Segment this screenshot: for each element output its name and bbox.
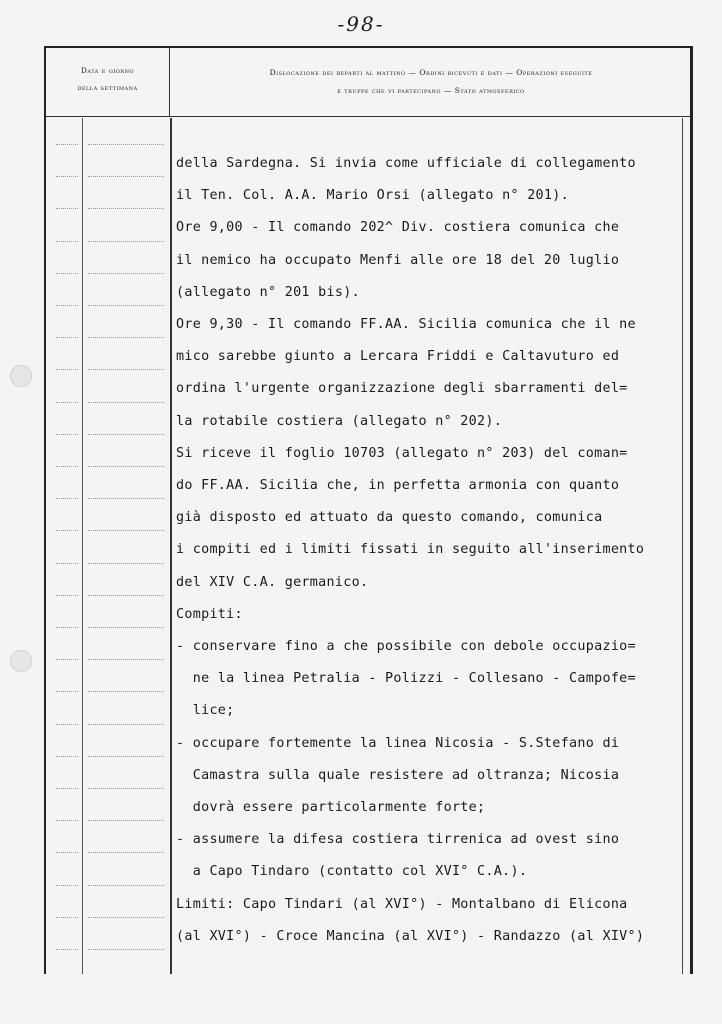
dotted-rule xyxy=(56,885,78,886)
text-line: (allegato n° 201 bis). xyxy=(176,284,360,300)
text-line: mico sarebbe giunto a Lercara Friddi e Caltavuturo ed xyxy=(176,349,620,365)
text-line: Ore 9,00 - Il comando 202^ Div. costiera comunica che xyxy=(176,220,620,236)
date-column-header xyxy=(46,48,170,116)
dotted-rule xyxy=(56,563,78,564)
dotted-rule xyxy=(56,144,78,145)
dotted-rule xyxy=(56,691,78,692)
main-column-header xyxy=(172,48,690,116)
dotted-rule xyxy=(56,498,78,499)
dotted-rule xyxy=(56,208,78,209)
dotted-rule xyxy=(56,369,78,370)
dotted-rule xyxy=(88,337,164,338)
text-line: il Ten. Col. A.A. Mario Orsi (allegato n° 201). xyxy=(176,188,570,204)
dotted-rule xyxy=(88,208,164,209)
dotted-rule xyxy=(56,627,78,628)
date-header-line1: Data e giorno xyxy=(80,66,135,75)
text-line: Camastra sulla quale resistere ad oltranza; Nicosia xyxy=(176,767,620,783)
dotted-rule xyxy=(56,176,78,177)
dotted-rule xyxy=(56,595,78,596)
dotted-rule xyxy=(88,659,164,660)
dotted-rule xyxy=(56,724,78,725)
day-column-divider xyxy=(82,118,83,974)
dotted-rule xyxy=(56,788,78,789)
text-line: il nemico ha occupato Menfi alle ore 18 del 20 luglio xyxy=(176,252,620,268)
text-line: i compiti ed i limiti fissati in seguito all'inserimento xyxy=(176,542,645,558)
text-line: - assumere la difesa costiera tirrenica ad ovest sino xyxy=(176,832,620,848)
dotted-rule xyxy=(88,466,164,467)
text-line: lice; xyxy=(176,703,235,719)
text-line: - occupare fortemente la linea Nicosia - S.Stefano di xyxy=(176,735,620,751)
text-line: ne la linea Petralia - Polizzi - Collesano - Campofe= xyxy=(176,671,636,687)
dotted-rule xyxy=(88,402,164,403)
dotted-rule xyxy=(56,337,78,338)
dotted-rule xyxy=(88,788,164,789)
dotted-rule xyxy=(56,659,78,660)
dotted-rule xyxy=(88,885,164,886)
table-header xyxy=(46,48,690,117)
dotted-rule xyxy=(88,241,164,242)
text-line: già disposto ed attuato da questo comando, comunica xyxy=(176,510,603,526)
dotted-rule xyxy=(88,595,164,596)
main-header-line2: e truppe che vi partecipano — Stato atmosferico xyxy=(337,86,525,95)
dotted-rule xyxy=(56,820,78,821)
dotted-rule xyxy=(56,402,78,403)
binder-hole-bottom xyxy=(10,650,32,672)
text-line: del XIV C.A. germanico. xyxy=(176,574,369,590)
dotted-rule xyxy=(88,530,164,531)
text-line: della Sardegna. Si invia come ufficiale di collegamento xyxy=(176,156,636,171)
dotted-rule xyxy=(88,852,164,853)
dotted-rule xyxy=(56,756,78,757)
dotted-rule xyxy=(88,144,164,145)
text-line: ordina l'urgente organizzazione degli sbarramenti del= xyxy=(176,381,628,397)
dotted-rule xyxy=(88,724,164,725)
dotted-rule xyxy=(88,949,164,950)
dotted-rule xyxy=(88,434,164,435)
dotted-rule xyxy=(56,949,78,950)
dotted-rule xyxy=(56,530,78,531)
text-line: - conservare fino a che possibile con debole occupazio= xyxy=(176,639,636,655)
dotted-rule xyxy=(56,852,78,853)
dotted-rule xyxy=(88,917,164,918)
date-column-divider xyxy=(170,118,172,974)
dotted-rule xyxy=(56,241,78,242)
text-line: do FF.AA. Sicilia che, in perfetta armonia con quanto xyxy=(176,478,620,494)
text-line: Ore 9,30 - Il comando FF.AA. Sicilia comunica che il ne xyxy=(176,317,636,333)
dotted-rule xyxy=(88,498,164,499)
dotted-rule xyxy=(88,691,164,692)
main-header-line1: Dislocazione dei reparti al mattino — Ordini ricevuti e dati — Operazioni eseguite xyxy=(269,68,593,77)
dotted-rule xyxy=(56,305,78,306)
dotted-rule xyxy=(88,305,164,306)
text-line: Limiti: Capo Tindari (al XVI°) - Montalbano di Elicona xyxy=(176,896,628,912)
text-line: (al XVI°) - Croce Mancina (al XVI°) - Randazzo (al XIV°) xyxy=(176,928,645,944)
dotted-rule xyxy=(88,756,164,757)
dotted-rule xyxy=(56,466,78,467)
dotted-rule xyxy=(88,176,164,177)
text-line: Si riceve il foglio 10703 (allegato n° 203) del coman= xyxy=(176,445,628,461)
dotted-rule xyxy=(56,273,78,274)
binder-hole-top xyxy=(10,365,32,387)
text-line: a Capo Tindaro (contatto col XVI° C.A.). xyxy=(176,864,528,880)
text-line: Compiti: xyxy=(176,606,243,622)
dotted-rule xyxy=(56,434,78,435)
page-number: -98- xyxy=(337,12,385,36)
text-line: la rotabile costiera (allegato n° 202). xyxy=(176,413,503,429)
typed-text-block xyxy=(176,148,696,953)
dotted-rule xyxy=(88,627,164,628)
dotted-rule xyxy=(88,820,164,821)
dotted-rule xyxy=(56,917,78,918)
dotted-rule xyxy=(88,369,164,370)
ledger-sheet xyxy=(44,46,693,974)
dotted-rule xyxy=(88,563,164,564)
date-header-line2: della settimana xyxy=(77,83,138,92)
text-line: dovrà essere particolarmente forte; xyxy=(176,800,486,816)
dotted-rule xyxy=(88,273,164,274)
